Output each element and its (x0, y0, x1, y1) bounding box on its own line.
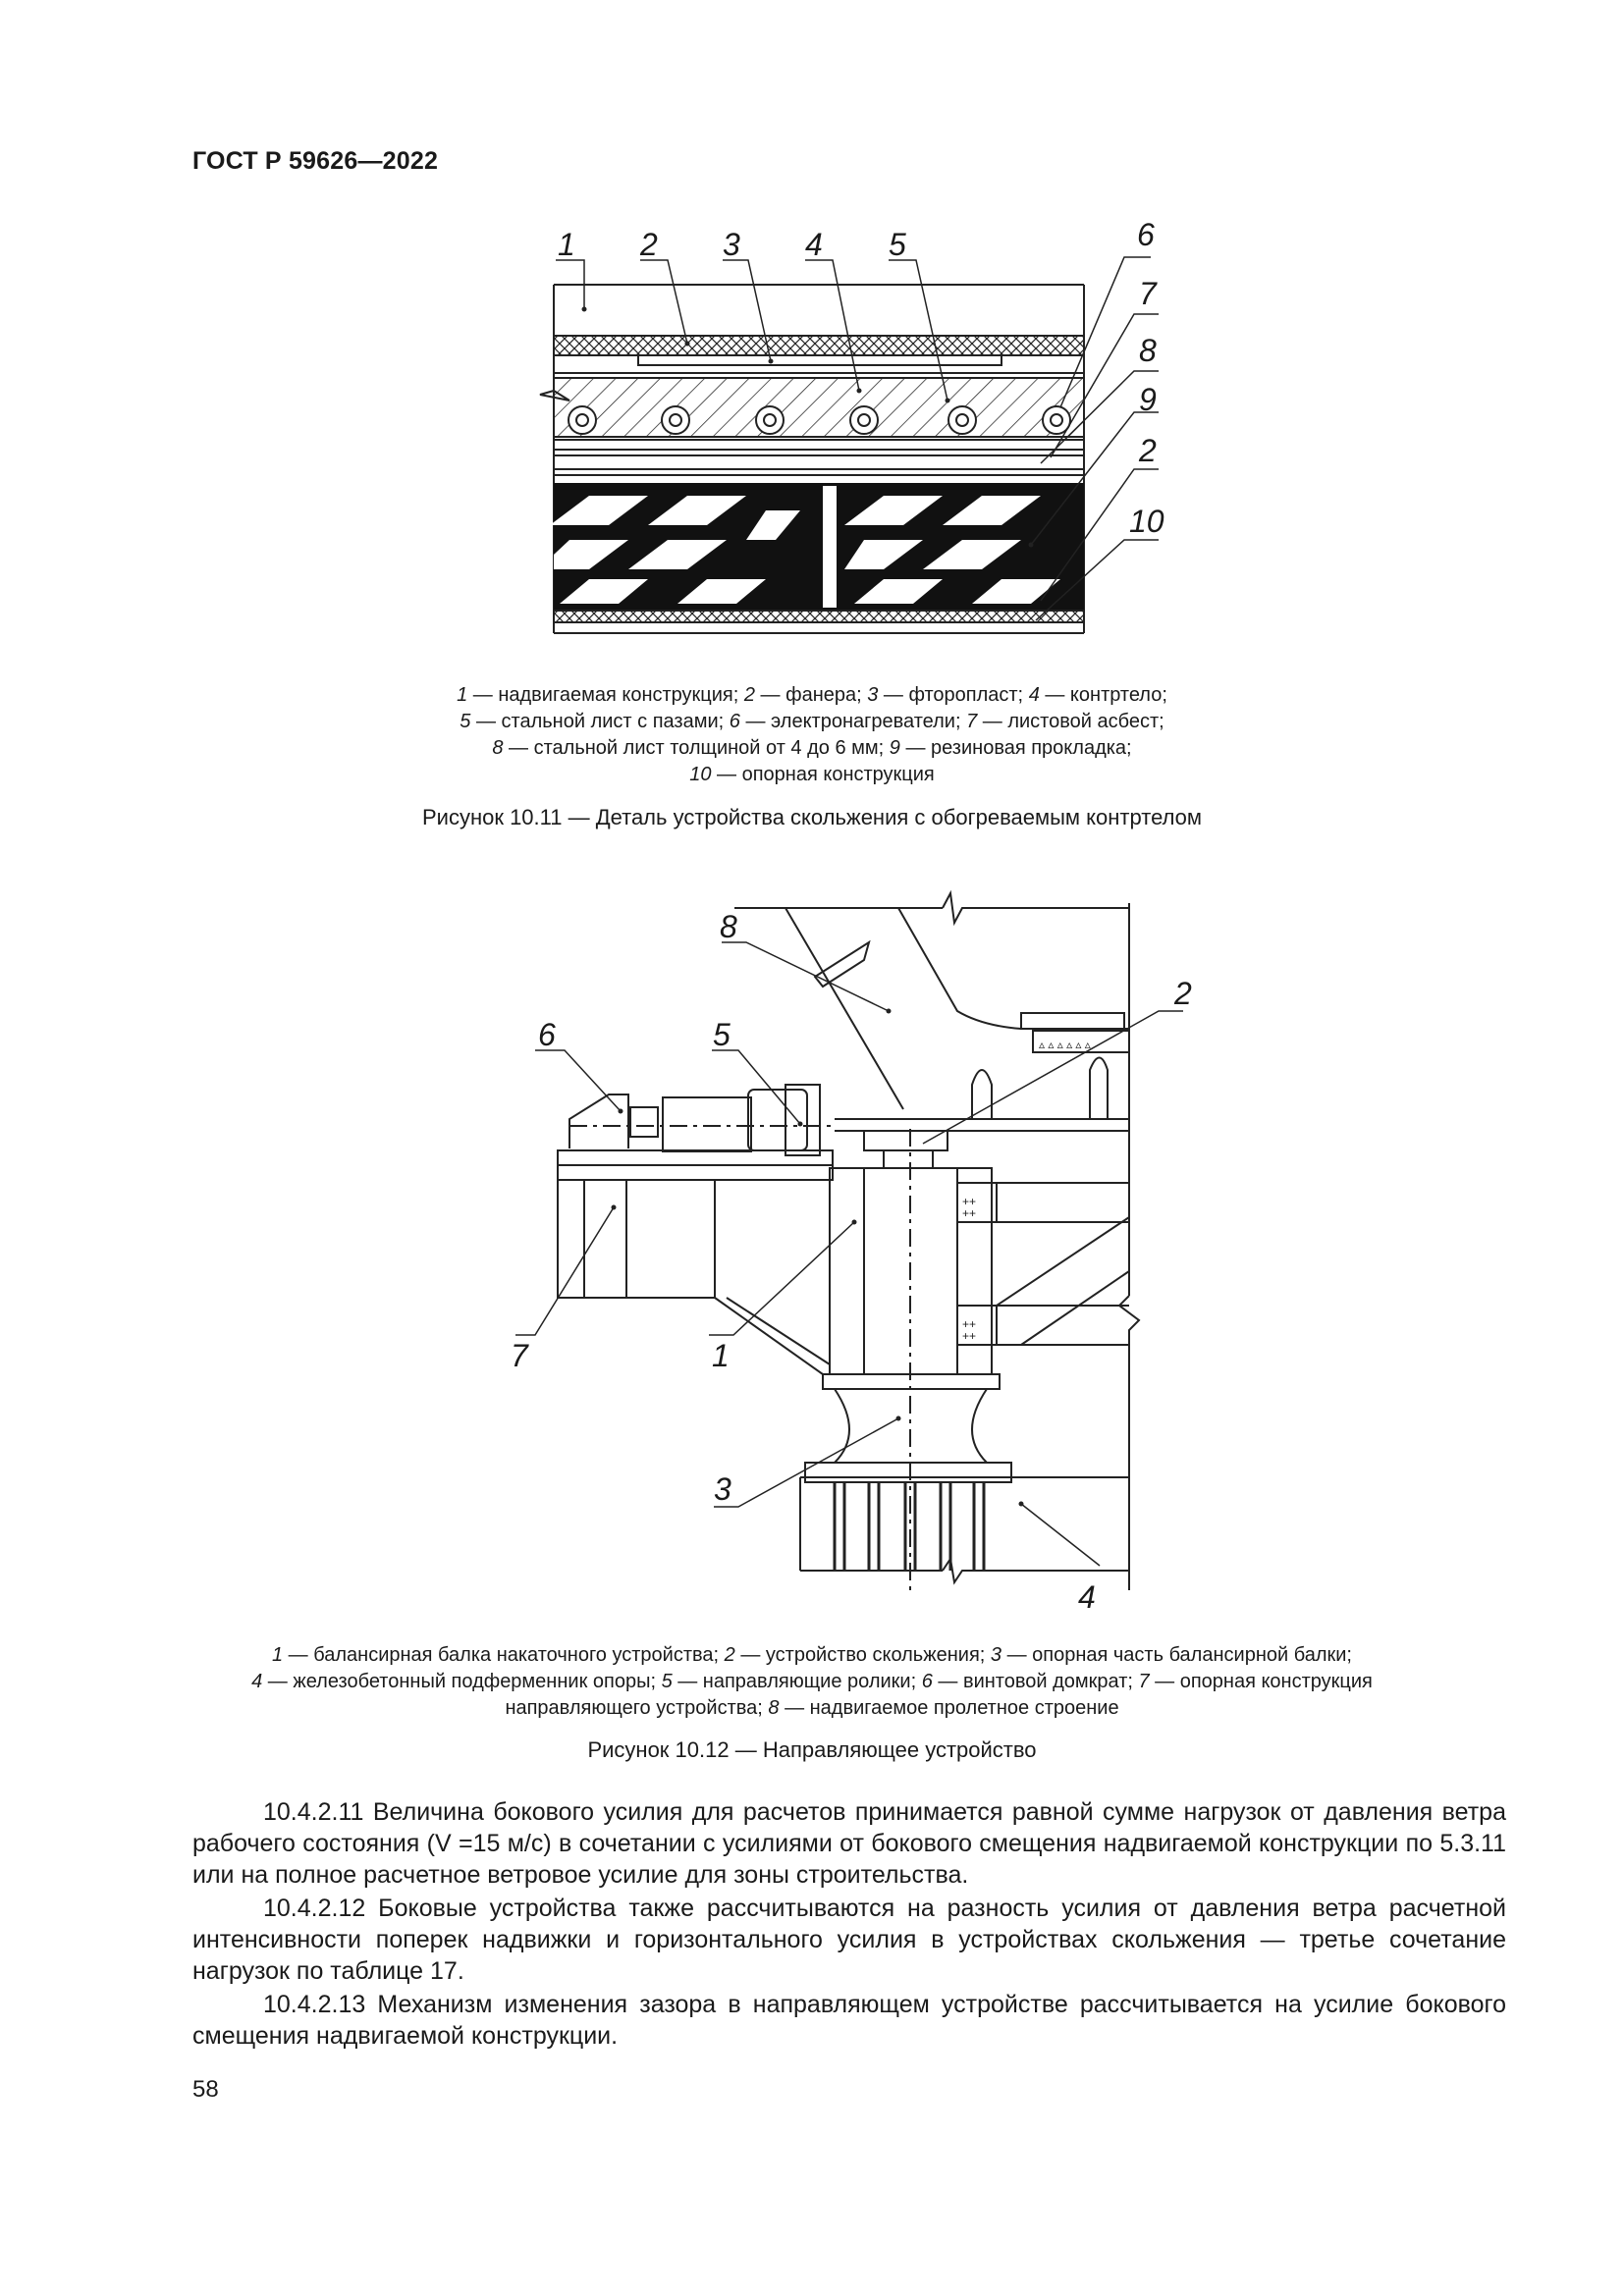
svg-text:++: ++ (962, 1206, 977, 1220)
callout-3: 3 (714, 1471, 731, 1507)
callout-5: 5 (889, 227, 906, 262)
callout-7: 7 (511, 1338, 528, 1373)
callout-2: 2 (640, 227, 658, 262)
callout-8: 8 (720, 909, 737, 944)
callout-10: 10 (1129, 504, 1164, 539)
svg-text:++: ++ (962, 1195, 977, 1208)
paragraph-10-4-2-13: 10.4.2.13 Механизм изменения зазора в направляющем устройстве рассчитывается на усилие бокового смещения надвигаемой конструкции. (192, 1991, 1506, 2050)
svg-text:▵ ▵ ▵ ▵ ▵ ▵: ▵ ▵ ▵ ▵ ▵ ▵ (1039, 1038, 1091, 1051)
callout-6: 6 (1137, 217, 1155, 252)
callout-1: 1 (712, 1338, 730, 1373)
callout-2b: 2 (1139, 433, 1157, 468)
callout-2: 2 (1174, 976, 1192, 1011)
figure-10-12-caption: Рисунок 10.12 — Направляющее устройство (587, 1737, 1037, 1762)
document-header: ГОСТ Р 59626—2022 (192, 147, 439, 175)
body-text (192, 1796, 1506, 2054)
guide-device-drawing (0, 883, 1624, 1629)
callout-9: 9 (1139, 382, 1157, 417)
callout-6: 6 (538, 1017, 556, 1052)
callout-5: 5 (713, 1017, 731, 1052)
figure-10-12-legend: 1 — балансирная балка накаточного устройства; 2 — устройство скольжения; 3 — опорная часть балансирной балки; 4 — железобетонный подферменник опоры; 5 — направляющие ролики; 6 — винтовой домкрат; 7 — опорная конструкция направляющего устройства; 8 — надвигаемое пролетное строение (251, 1644, 1373, 1719)
svg-text:++: ++ (962, 1317, 977, 1331)
callout-4: 4 (1078, 1579, 1096, 1615)
callout-1: 1 (558, 227, 575, 262)
callout-7: 7 (1139, 276, 1157, 311)
paragraph-10-4-2-12: 10.4.2.12 Боковые устройства также рассчитываются на разность усилия от давления ветра расчетной интенсивности поперек надвижки и горизонтального усилия в устройствах скольжения — третье сочетание нагрузок по таблице 17. (192, 1895, 1506, 1985)
figure-10-11-legend: 1 — надвигаемая конструкция; 2 — фанера; 3 — фторопласт; 4 — контртело; 5 — стальной лист с пазами; 6 — электронагреватели; 7 — листовой асбест; 8 — стальной лист толщиной от 4 до 6 мм; 9 — резиновая прокладка; 10 — опорная конструкция (457, 684, 1167, 785)
paragraph-10-4-2-11: 10.4.2.11 Величина бокового усилия для расчетов принимается равной сумме нагрузок от давления ветра рабочего состояния (V =15 м/с) в сочетании с усилиями от бокового смещения надвигаемой конструкции по 5.3.11 или на полное расчетное ветровое усилие для зоны строительства. (192, 1798, 1506, 1889)
page-number: 58 (192, 2076, 219, 2103)
figure-10-11-caption: Рисунок 10.11 — Деталь устройства скольжения с обогреваемым контртелом (421, 805, 1203, 829)
callout-4: 4 (805, 227, 823, 262)
callout-3: 3 (723, 227, 740, 262)
callout-8: 8 (1139, 333, 1157, 368)
svg-text:++: ++ (962, 1329, 977, 1343)
